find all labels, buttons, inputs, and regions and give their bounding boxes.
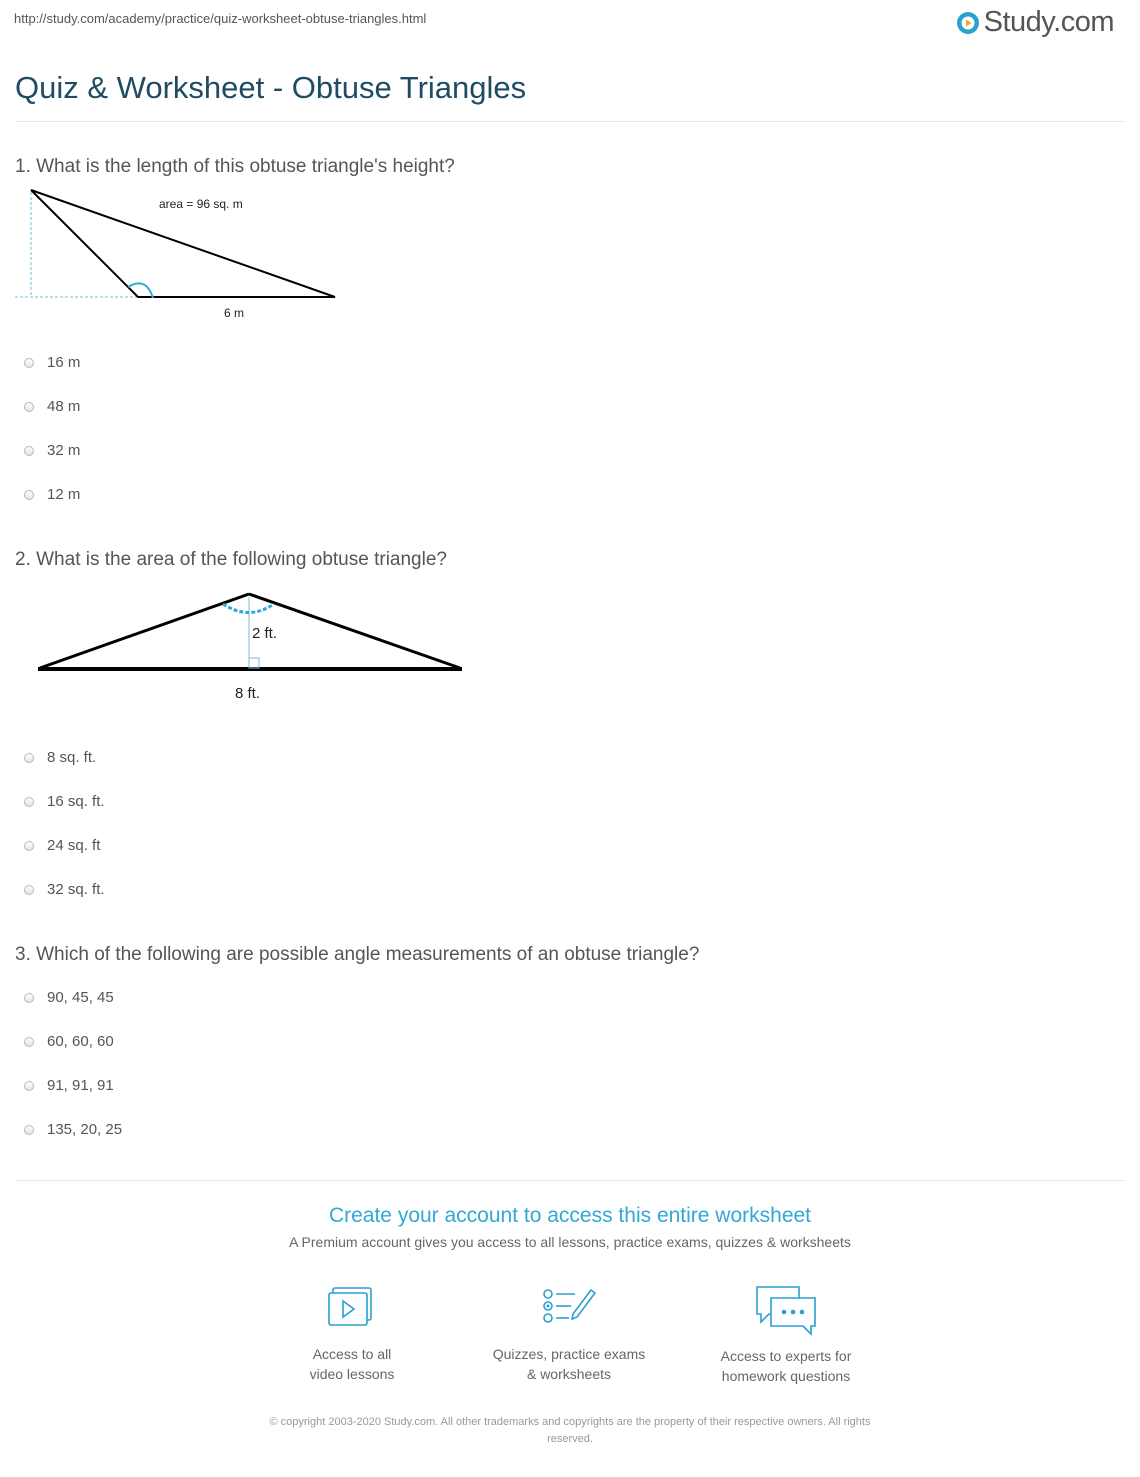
question-1-text: 1. What is the length of this obtuse triangle's height? [15, 156, 455, 177]
option-label: 135, 20, 25 [47, 1121, 123, 1138]
option-label: 32 m [47, 442, 81, 459]
q3-option-2[interactable] [24, 1033, 114, 1050]
feature-label: Access to experts for homework questions [720, 1348, 852, 1384]
option-label: 48 m [47, 398, 81, 415]
radio-button[interactable] [24, 402, 34, 412]
radio-button[interactable] [24, 446, 34, 456]
base-label: 8 ft. [235, 685, 261, 702]
option-label: 8 sq. ft. [47, 749, 97, 766]
option-label: 12 m [47, 486, 81, 503]
feature-label: Access to all video lessons [309, 1346, 395, 1382]
logo-text: Study.com [983, 6, 1114, 38]
title-divider [15, 121, 1125, 122]
radio-button[interactable] [24, 1125, 34, 1135]
height-label: 2 ft. [252, 625, 278, 642]
option-label: 60, 60, 60 [47, 1033, 114, 1050]
feature-quizzes [474, 1284, 664, 1384]
video-lessons-icon [322, 1284, 382, 1334]
radio-button[interactable] [24, 797, 34, 807]
play-logo-icon [956, 11, 980, 35]
radio-button[interactable] [24, 993, 34, 1003]
q3-option-3[interactable] [24, 1077, 114, 1094]
radio-button[interactable] [24, 1081, 34, 1091]
base-label: 6 m [224, 306, 245, 320]
area-label: area = 96 sq. m [159, 197, 243, 211]
radio-button[interactable] [24, 753, 34, 763]
q2-option-3[interactable] [24, 837, 100, 854]
q2-option-2[interactable] [24, 793, 105, 810]
q1-option-4[interactable] [24, 486, 80, 503]
chat-bubbles-icon [753, 1284, 819, 1336]
radio-button[interactable] [24, 841, 34, 851]
q1-option-2[interactable] [24, 398, 80, 415]
quiz-checklist-icon [539, 1284, 599, 1334]
q2-option-4[interactable] [24, 881, 105, 898]
radio-button[interactable] [24, 358, 34, 368]
copyright-text: © copyright 2003-2020 Study.com. All other trademarks and copyrights are the property of their respective owners. All rights reserved. [269, 1416, 871, 1445]
q2-option-1[interactable] [24, 749, 96, 766]
q3-option-4[interactable] [24, 1121, 122, 1138]
question-2-text: 2. What is the area of the following obtuse triangle? [15, 549, 447, 570]
feature-experts [691, 1284, 881, 1386]
option-label: 24 sq. ft [47, 837, 101, 854]
option-label: 16 m [47, 354, 81, 371]
feature-label: Quizzes, practice exams & worksheets [492, 1346, 646, 1382]
q1-option-3[interactable] [24, 442, 80, 459]
cta-title-link[interactable]: Create your account to access this entire worksheet [328, 1204, 812, 1227]
radio-button[interactable] [24, 1037, 34, 1047]
study-logo[interactable] [956, 6, 1114, 39]
question-2-figure [30, 585, 470, 710]
option-label: 91, 91, 91 [47, 1077, 114, 1094]
cta-divider [15, 1180, 1125, 1181]
q1-option-1[interactable] [24, 354, 80, 371]
page-url: http://study.com/academy/practice/quiz-worksheet-obtuse-triangles.html [14, 11, 427, 26]
cta-subtitle: A Premium account gives you access to all lessons, practice exams, quizzes & worksheets [289, 1234, 851, 1250]
option-label: 90, 45, 45 [47, 989, 114, 1006]
option-label: 16 sq. ft. [47, 793, 105, 810]
question-1-figure [10, 184, 350, 324]
question-3-text: 3. Which of the following are possible angle measurements of an obtuse triangle? [15, 944, 700, 965]
radio-button[interactable] [24, 490, 34, 500]
q3-option-1[interactable] [24, 989, 114, 1006]
feature-video-lessons [257, 1284, 447, 1384]
radio-button[interactable] [24, 885, 34, 895]
option-label: 32 sq. ft. [47, 881, 105, 898]
page-title: Quiz & Worksheet - Obtuse Triangles [15, 70, 527, 105]
